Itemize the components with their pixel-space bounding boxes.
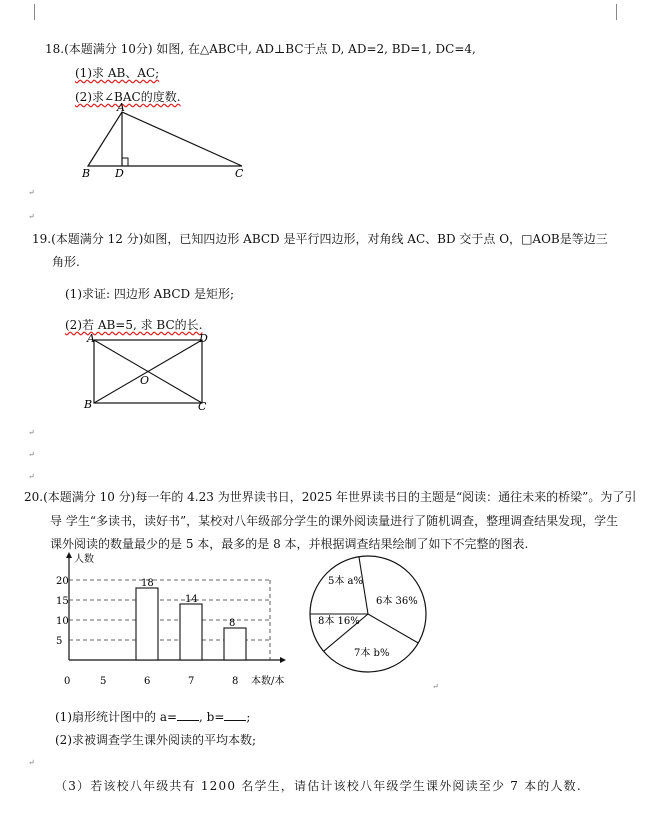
para-mark: ↵ (28, 472, 35, 481)
q18-part2-text: (2)求∠BAC的度数. (75, 90, 181, 104)
label-c: C (198, 400, 207, 412)
corner-mark-top-left (24, 4, 35, 20)
y-axis-arrow (66, 552, 72, 558)
para-mark: ↵ (28, 188, 35, 197)
q19-stem-line2: 角形. (52, 255, 80, 269)
triangle-abc (88, 112, 242, 166)
y-tick-label: 20 (56, 576, 69, 587)
label-b: B (84, 398, 93, 411)
q18-triangle-figure (75, 102, 265, 180)
x-axis-arrow (280, 657, 286, 663)
label-o: O (140, 374, 150, 387)
bar-data-label: 8 (229, 618, 236, 629)
label-a: A (87, 332, 95, 345)
pie-chart (304, 552, 432, 676)
answer-blank-b[interactable] (224, 711, 246, 721)
x-axis-label: 本数/本 (251, 676, 285, 687)
q18-part1-text: (1)求 AB、AC; (75, 66, 160, 80)
bar (224, 628, 246, 660)
x-tick-label: 8 (232, 676, 239, 687)
q19-stem (32, 230, 608, 247)
y-axis-label: 人数 (74, 554, 94, 565)
x-tick-label: 7 (188, 676, 195, 687)
q20-stem-line2: 导 学生“多读书，读好书”，某校对八年级部分学生的课外阅读量进行了随机调查，整理调查结果发现，学生 (50, 514, 619, 528)
q19-rectangle-figure (80, 330, 215, 412)
pie-slice-label: 7本 b% (354, 648, 390, 659)
q20-part1 (55, 708, 250, 725)
para-mark: ↵ (28, 758, 35, 767)
right-angle-mark (122, 158, 128, 166)
pie-slice-label: 8本 16% (318, 616, 360, 627)
para-mark: ↵ (28, 428, 35, 437)
origin-label: 0 (64, 676, 71, 687)
bar (136, 588, 158, 660)
q19-stem-text: 19.(本题满分 12 分)如图，已知四边形 ABCD 是平行四边形，对角线 AC、BD 交于点 O， (32, 232, 522, 246)
bar-chart (55, 548, 300, 688)
label-d: D (199, 332, 208, 345)
label-d: D (115, 167, 124, 180)
q19-stem-text-cont: □AOB是等边三 (521, 232, 608, 246)
label-b: B (82, 167, 91, 180)
q20-stem-line3: 课外阅读的数量最少的是 5 本，最多的是 8 本，并根据调查结果绘制了如下不完整的图表. (50, 537, 529, 551)
y-tick-label: 5 (56, 636, 63, 647)
bar (180, 604, 202, 660)
q20-part3: （3）若该校八年级共有 1200 名学生，请估计该校八年级学生课外阅读至少 7 本的人数. (55, 779, 582, 793)
bar-data-label: 18 (141, 578, 154, 589)
answer-blank-a[interactable] (177, 711, 199, 721)
q19-part1: (1)求证: 四边形 ABCD 是矩形; (65, 287, 235, 301)
q18-stem: 18.(本题满分 10分) 如图, 在△ABC中, AD⊥BC于点 D, AD=2, BD=1, DC=4, (45, 42, 476, 56)
bar-data-label: 14 (185, 594, 198, 605)
q20-part1-mid: , b= (199, 710, 225, 724)
label-c: C (235, 167, 244, 180)
y-tick-label: 10 (56, 616, 69, 627)
para-mark: ↵ (432, 682, 439, 691)
q19-part2-text: (2)若 AB=5, 求 BC的长. (65, 318, 203, 332)
q20-part1-text: (1)扇形统计图中的 a= (55, 710, 178, 724)
pie-chart-plot (310, 556, 426, 672)
label-a: A (117, 102, 125, 114)
q18-part1 (75, 64, 159, 81)
para-mark: ↵ (28, 212, 35, 221)
q20-part1-end: ; (246, 710, 251, 724)
pie-slice-label: 6本 36% (376, 596, 418, 607)
q20-part2: (2)求被调查学生课外阅读的平均本数; (55, 733, 257, 747)
x-tick-label: 6 (144, 676, 151, 687)
x-tick-label: 5 (100, 676, 107, 687)
bar-chart-plot (56, 552, 286, 687)
para-mark: ↵ (28, 450, 35, 459)
corner-mark-top-right (616, 4, 627, 20)
q20-stem-line1: 20.(本题满分 10 分)每一年的 4.23 为世界读书日，2025 年世界读书日的主题是“阅读：通往未来的桥梁”。为了引 (24, 490, 637, 504)
pie-slice-label: 5本 a% (328, 576, 364, 587)
y-tick-label: 15 (56, 596, 69, 607)
